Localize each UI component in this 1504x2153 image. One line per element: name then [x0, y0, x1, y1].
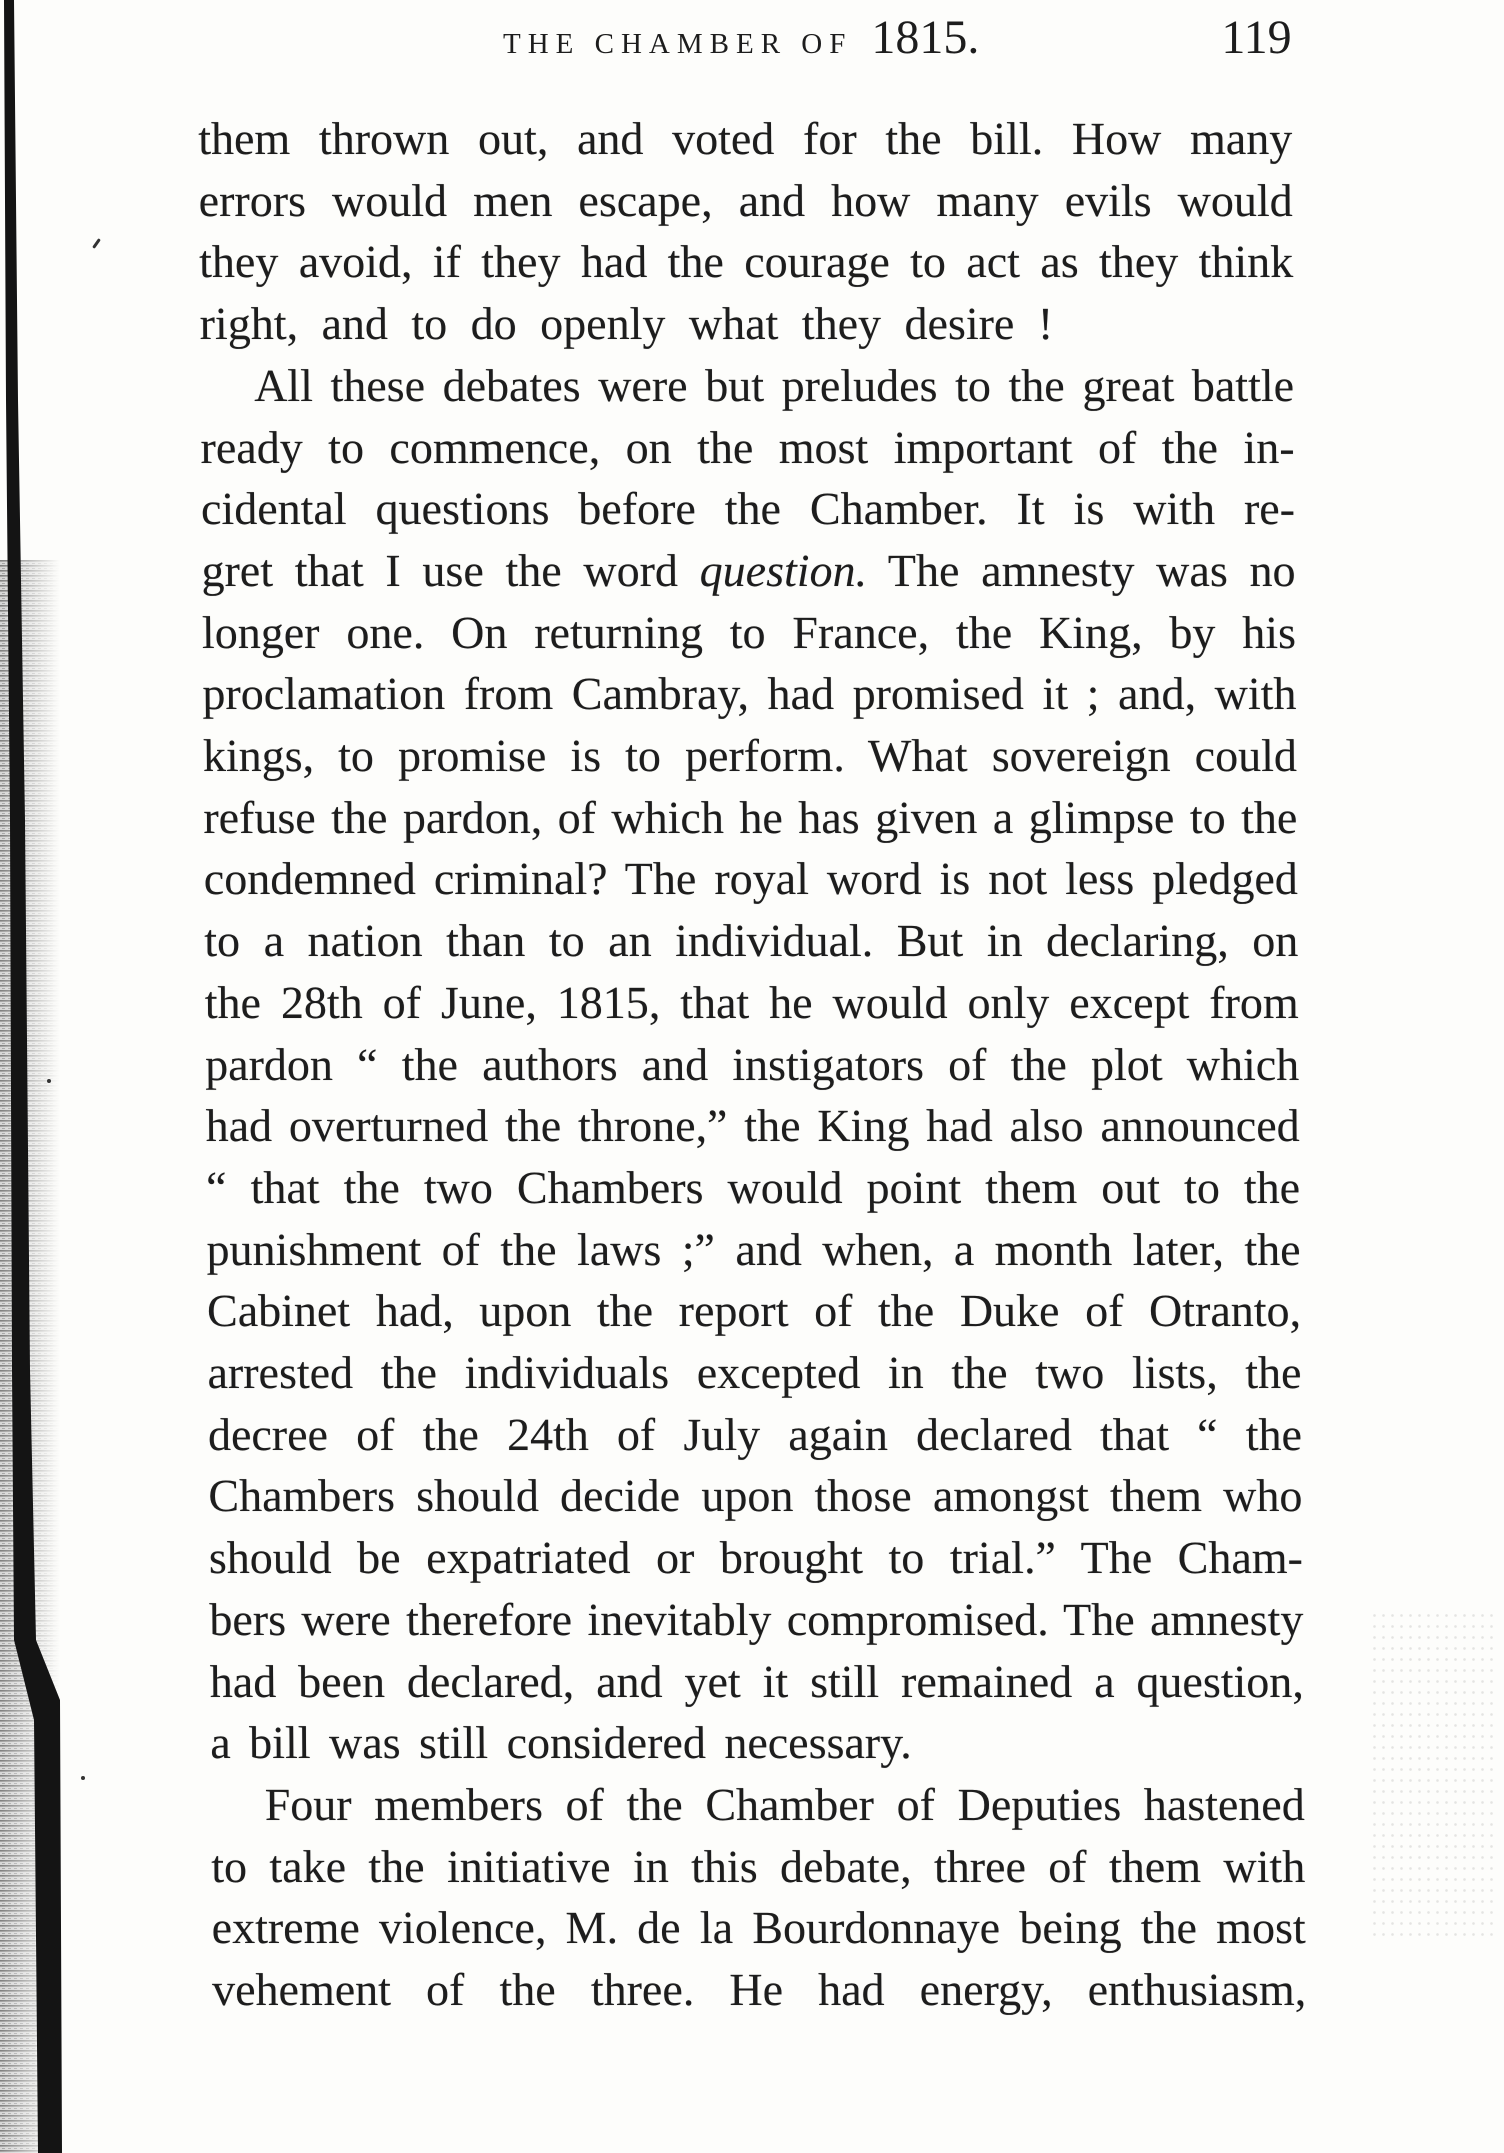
text-line: cidental questions before the Chamber. It is with re- [200, 483, 1296, 535]
running-head-title: THE CHAMBER OF [503, 28, 853, 60]
text-line: arrested the individuals excepted in the two lists, the [207, 1347, 1302, 1399]
text-line: they avoid, if they had the courage to act as they think [198, 236, 1294, 288]
text-line [201, 540, 1295, 602]
text-segment: The amnesty was no [866, 544, 1296, 596]
text-line: bers were therefore inevitably compromised. The amnesty [209, 1593, 1304, 1645]
emphasized-word: question. [699, 544, 868, 596]
text-line: should be expatriated or brought to trial.” The Cham- [208, 1532, 1304, 1584]
page-number: 119 [1221, 11, 1292, 64]
text-line: them thrown out, and voted for the bill. How many [198, 113, 1293, 164]
text-line: “ that the two Chambers would point them out to the [205, 1161, 1301, 1213]
text-line: Four members of the Chamber of Deputies hastened [264, 1778, 1305, 1830]
text-line: errors would men escape, and how many evils would [198, 174, 1293, 226]
ink-speck [81, 1776, 85, 1780]
text-line: refuse the pardon, of which he has given a glimpse to the [203, 791, 1298, 843]
text-line: the 28th of June, 1815, that he would only except from [204, 976, 1299, 1028]
text-line: longer one. On returning to France, the King, by his [201, 606, 1297, 658]
text-line: right, and to do openly what they desire ! [199, 298, 1054, 350]
text-line: proclamation from Cambray, had promised it ; and, with [202, 668, 1297, 720]
text-line: Chambers should decide upon those amongst them who [208, 1470, 1303, 1522]
text-line: pardon “ the authors and instigators of the plot which [204, 1038, 1300, 1090]
text-line: had overturned the throne,” the King had also announced [205, 1100, 1300, 1152]
paragraph [211, 1774, 1307, 2021]
bleed-through-speckle [1370, 1610, 1498, 1940]
running-head [503, 8, 1292, 74]
text-line: extreme violence, M. de la Bourdonnaye being the most [211, 1902, 1306, 1954]
text-line: decree of the 24th of July again declared that “ the [207, 1408, 1303, 1460]
paragraph [200, 355, 1305, 1774]
text-line: ready to commence, on the most important of the in- [200, 421, 1295, 473]
text-line: kings, to promise is to perform. What sovereign could [202, 730, 1298, 782]
text-line: punishment of the laws ;” and when, a month later, the [206, 1223, 1301, 1275]
text-line: Cabinet had, upon the report of the Duke of Otranto, [206, 1285, 1302, 1337]
text-line: vehement of the three. He had energy, enthusiasm, [211, 1964, 1307, 2016]
ink-speck [47, 1079, 51, 1083]
text-segment: gret that I use the word [201, 544, 700, 596]
text-line: to a nation than to an individual. But in declaring, on [204, 915, 1299, 967]
text-line: condemned criminal? The royal word is not less pledged [203, 853, 1298, 905]
text-line: a bill was still considered necessary. [210, 1717, 912, 1769]
paragraph [198, 108, 1294, 355]
ink-speck [92, 238, 101, 249]
running-head-year: 1815. [871, 11, 980, 64]
text-line: to take the initiative in this debate, three of them with [211, 1840, 1306, 1892]
text-line: All these debates were but preludes to the great battle [253, 359, 1295, 411]
text-line: had been declared, and yet it still remained a question, [209, 1655, 1304, 1707]
binding-shadow [0, 0, 80, 2153]
body-text [198, 108, 1306, 2021]
